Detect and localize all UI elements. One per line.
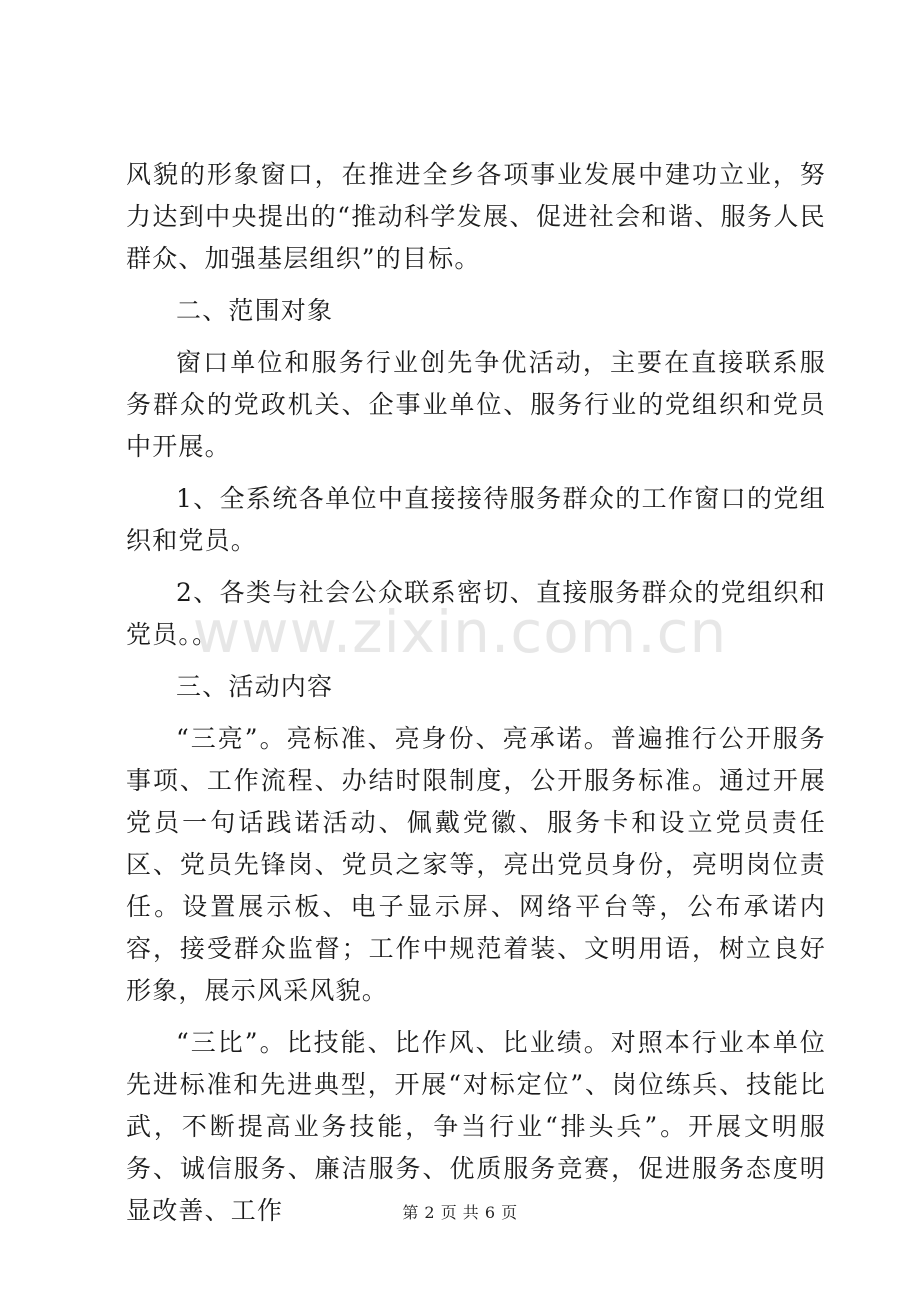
paragraph-1: 风貌的形象窗口，在推进全乡各项事业发展中建功立业，努力达到中央提出的“推动科学发展、促进社会和谐、服务人民群众、加强基层组织”的目标。 bbox=[126, 160, 826, 273]
section-heading-content: 三、活动内容 bbox=[176, 672, 334, 701]
document-body bbox=[126, 154, 826, 1232]
page-footer: 第 2 页 共 6 页 bbox=[402, 1203, 518, 1222]
paragraph-3: 窗口单位和服务行业创先争优活动，主要在直接联系服务群众的党政机关、企事业单位、服务行业的党组织和党员中开展。 bbox=[126, 348, 826, 461]
list-item-2: 2、各类与社会公众联系密切、直接服务群众的党组织和党员。。 bbox=[126, 578, 826, 649]
paragraph-san-liang: “三亮”。亮标准、亮身份、亮承诺。普遍推行公开服务事项、工作流程、办结时限制度，公开服务标准。通过开展党员一句话践诺活动、佩戴党徽、服务卡和设立党员责任区、党员先锋岗、党员之家等，亮出党员身份，亮明岗位责任。设置展示板、电子显示屏、网络平台等，公布承诺内容，接受群众监督；工作中规范着装、文明用语，树立良好形象，展示风采风貌。 bbox=[126, 724, 826, 1005]
watermark: www.zixin.com.cn bbox=[192, 598, 728, 666]
paragraph-san-bi: “三比”。比技能、比作风、比业绩。对照本行业本单位先进标准和先进典型，开展“对标定位”、岗位练兵、技能比武，不断提高业务技能，争当行业“排头兵”。开展文明服务、诚信服务、廉洁服务、优质服务竞赛，促进服务态度明显改善、工作 bbox=[126, 1028, 826, 1225]
section-heading-scope: 二、范围对象 bbox=[176, 296, 334, 325]
list-item-1: 1、全系统各单位中直接接待服务群众的工作窗口的党组织和党员。 bbox=[126, 484, 826, 555]
